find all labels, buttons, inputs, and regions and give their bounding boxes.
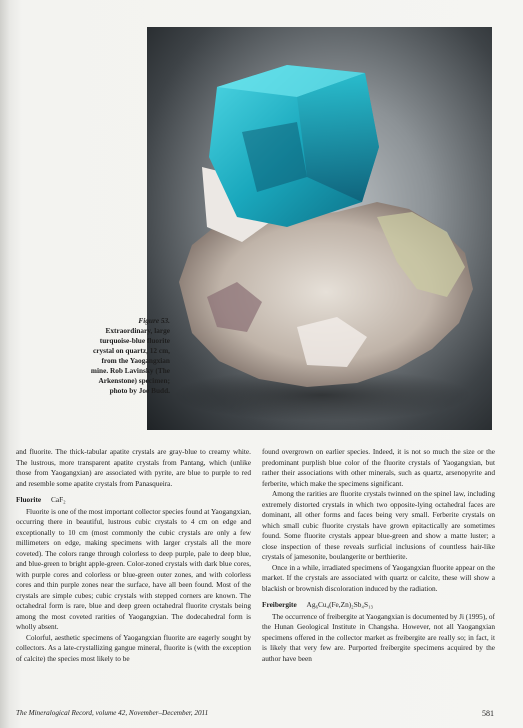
figure-caption	[54, 316, 170, 397]
caption-line: photo by Joe Budd.	[109, 386, 170, 396]
paragraph: Fluorite is one of the most important collector species found at Yaogangxian, occurring there in beautiful, lustrous cubic crystals to 4 cm on edge and exceptionally to 10 cm (most commonly the cubic crystals are only a few millimeters on edge, making specimens with larger crystals all the more coveted). The colors range through colorless to deep purple, pale to deep blue, and blue-green to bright apple-green. Color-zoned crystals with dark blue cores, with purple cores and colorless or blue-green outer zones, and with colorless cores and thin purple zones near the surface, have all been found. Most of the crystals are simple cubes; cubic crystals with stepped corners are known. The octahedral form is rare, blue and deep green octahedral fluorite crystals being among the most coveted rarities of Yaogangxian. The dodecahedral form is wholly absent.	[16, 506, 251, 631]
page-number: 581	[482, 709, 494, 718]
figure-label: Figure 53.	[138, 316, 170, 325]
paragraph: Colorful, aesthetic specimens of Yaogangxian fluorite are eagerly sought by collectors. As a late-crystallizing gangue mineral, fluorite is (with the exception of calcite) the species most likely to be	[16, 632, 251, 663]
caption-line: from the Yaogangxian	[101, 356, 170, 366]
caption-line: crystal on quartz, 12 cm,	[92, 346, 170, 356]
right-text-column	[262, 447, 495, 664]
fluorite-specimen-photo	[147, 27, 492, 430]
page-footer	[16, 709, 494, 718]
caption-line: mine. Rob Lavinsky (The	[90, 366, 170, 376]
heading-title: Fluorite	[16, 495, 42, 504]
paragraph: Among the rarities are fluorite crystals twinned on the spinel law, including extremely distorted crystals in which two opposite-lying octahedral faces are dominant, all other forms and faces being very small. Ferberite crystals on which small cubic fluorite crystals have grown epitactically are sometimes found. Some fluorite crystals appear blue-green and show a matte luster; a close inspection of these reveals surficial inclusions of countless hair-like crystals of jamesonite, boulangerite or berthierite.	[262, 489, 495, 561]
chemical-formula: Ag₆Cu₄(Fe,Zn)₂Sb₄S₁₃	[306, 600, 374, 609]
caption-line: Extraordinary, large	[105, 326, 170, 336]
paragraph: Once in a while, irradiated specimens of Yaogangxian fluorite appear on the market. If the crystals are associated with quartz or calcite, these will show a blackish or brownish discoloration induced by the radiation.	[262, 562, 495, 593]
section-heading-fluorite	[16, 495, 251, 506]
caption-line: turquoise-blue fluorite	[99, 336, 170, 346]
caption-line: Arkenstone) specimen;	[98, 376, 170, 386]
journal-citation: The Mineralogical Record, volume 42, November–December, 2011	[16, 709, 209, 717]
section-heading-freibergite	[262, 600, 495, 611]
heading-title: Freibergite	[262, 600, 297, 609]
paragraph: The occurrence of freibergite at Yaogangxian is documented by Ji (1995), of the Hunan Geological Institute in Changsha. However, not all Yaogangxian specimens offered in the collector market as freibergite are really so; in fact, it is likely that very few are. Purported freibergite specimens acquired by the author have been	[262, 611, 495, 663]
left-text-column	[16, 447, 251, 664]
paragraph: found overgrown on earlier species. Indeed, it is not so much the size or the predominant purplish blue color of the fluorite crystals of Yaogangxian, but rather their associations with other minerals, such as quartz, arsenopyrite and ferberite, which make the specimens significant.	[262, 447, 495, 488]
specimen-illustration	[147, 27, 492, 430]
paragraph: and fluorite. The thick-tabular apatite crystals are gray-blue to creamy white. The lustrous, more transparent apatite crystals from Pantang, which (unlike those from Yaogangxian) are associated with pyrite, are blue to purple to red and resemble some apatite crystals from Panasqueira.	[16, 447, 251, 488]
chemical-formula: CaF₂	[50, 495, 66, 504]
